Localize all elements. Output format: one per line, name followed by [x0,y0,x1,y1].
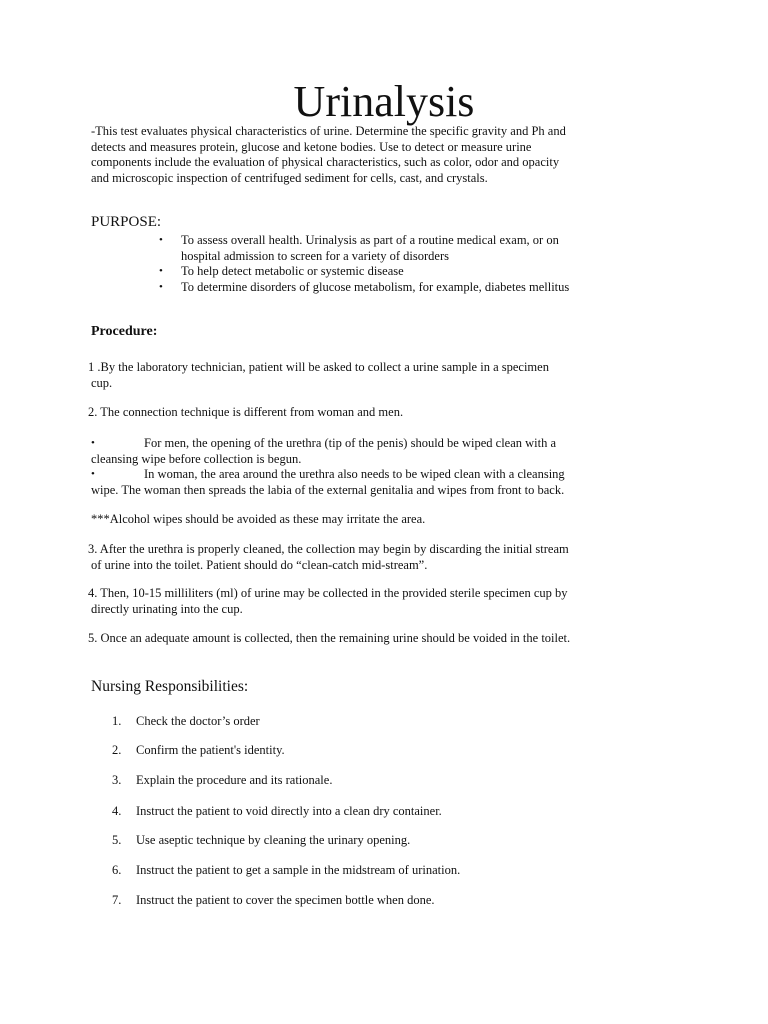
list-item-number: 3. [112,773,122,787]
page-title: Urinalysis [293,77,475,126]
list-item-number: 6. [112,863,122,877]
list-item: Confirm the patient's identity. [136,743,285,757]
bullet-icon: • [159,265,163,277]
procedure-step-line: directly urinating into the cup. [91,601,243,616]
procedure-bullet-line: wipe. The woman then spreads the labia of the external genitalia and wipes from front to back. [91,482,565,497]
list-item-number: 7. [112,893,122,907]
procedure-bullet-line: cleansing wipe before collection is begun. [91,451,302,466]
procedure-bullet-line: In woman, the area around the urethra also needs to be wiped clean with a cleansing [144,467,565,481]
procedure-step-line: of urine into the toilet. Patient should do “clean-catch mid-stream”. [91,557,428,572]
procedure-step-line: 5. Once an adequate amount is collected, then the remaining urine should be voided in the toilet. [88,631,571,645]
procedure-step-line: 1 .By the laboratory technician, patient will be asked to collect a urine sample in a specimen [88,360,549,374]
list-item-number: 1. [112,714,122,728]
purpose-item-line: To determine disorders of glucose metabolism, for example, diabetes mellitus [181,280,570,294]
list-item-number: 4. [112,804,122,818]
intro-line: and microscopic inspection of centrifuged sediment for cells, cast, and crystals. [91,170,488,185]
procedure-note: ***Alcohol wipes should be avoided as these may irritate the area. [91,512,426,526]
procedure-heading: Procedure: [91,324,158,339]
list-item-number: 5. [112,833,122,847]
intro-line: -This test evaluates physical characteristics of urine. Determine the specific gravity and Ph and [91,124,566,138]
list-item: Instruct the patient to void directly into a clean dry container. [136,804,442,818]
nursing-heading: Nursing Responsibilities: [91,678,249,695]
list-item: Instruct the patient to cover the specimen bottle when done. [136,893,435,907]
procedure-step-line: 2. The connection technique is different from woman and men. [88,405,404,419]
bullet-icon: • [159,281,163,293]
list-item: Check the doctor’s order [136,714,260,728]
purpose-item-line: To assess overall health. Urinalysis as part of a routine medical exam, or on [181,233,559,247]
intro-line: detects and measures protein, glucose and ketone bodies. Use to detect or measure urine [91,139,532,154]
purpose-item-line: To help detect metabolic or systemic disease [181,264,404,278]
bullet-icon: • [159,234,163,246]
purpose-heading: PURPOSE: [91,214,162,230]
list-item: Explain the procedure and its rationale. [136,773,333,787]
list-item-number: 2. [112,743,122,757]
procedure-step-line: cup. [91,375,113,390]
procedure-step-line: 4. Then, 10-15 milliliters (ml) of urine may be collected in the provided sterile specimen cup by [88,586,568,600]
bullet-icon: • [91,468,95,480]
procedure-step-line: 3. After the urethra is properly cleaned, the collection may begin by discarding the initial stream [88,542,569,556]
bullet-icon: • [91,437,95,449]
intro-line: components include the evaluation of physical characteristics, such as color, odor and opacity [91,155,560,169]
purpose-item-line: hospital admission to screen for a variety of disorders [181,248,449,263]
list-item: Instruct the patient to get a sample in the midstream of urination. [136,863,461,877]
procedure-bullet-line: For men, the opening of the urethra (tip of the penis) should be wiped clean with a [144,436,557,450]
list-item: Use aseptic technique by cleaning the urinary opening. [136,833,411,847]
